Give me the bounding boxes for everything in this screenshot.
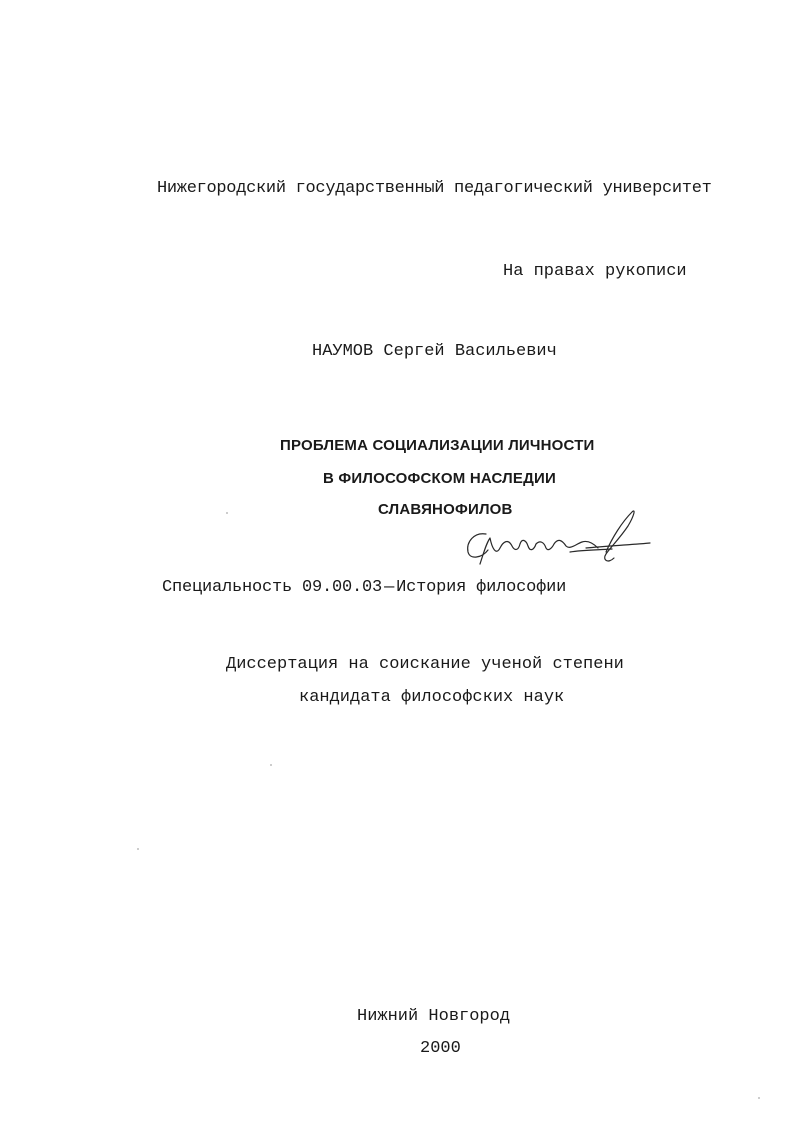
manuscript-note: На правах рукописи: [503, 262, 687, 281]
specialty-code: 09.00.03: [302, 578, 383, 597]
city-name: Нижний Новгород: [357, 1007, 511, 1026]
author-name: НАУМОВ Сергей Васильевич: [312, 342, 557, 361]
year: 2000: [420, 1039, 461, 1058]
title-line-2: В ФИЛОСОФСКОМ НАСЛЕДИИ: [323, 470, 556, 487]
specialty-label: Специальность: [162, 578, 293, 597]
degree-line-1: Диссертация на соискание ученой степени: [226, 655, 624, 674]
scan-speck: [226, 512, 228, 514]
specialty-line: [162, 578, 566, 598]
specialty-dash: —: [384, 578, 395, 597]
specialty-name: История философии: [396, 578, 567, 597]
scan-speck: [758, 1097, 760, 1099]
scan-speck: [137, 848, 139, 850]
title-line-3: СЛАВЯНОФИЛОВ: [378, 501, 513, 518]
university-name: Нижегородский государственный педагогический университет: [157, 179, 712, 198]
degree-line-2: кандидата философских наук: [299, 688, 565, 707]
handwritten-signature-icon: [456, 508, 652, 566]
title-line-1: ПРОБЛЕМА СОЦИАЛИЗАЦИИ ЛИЧНОСТИ: [280, 437, 595, 454]
scan-speck: [270, 764, 272, 766]
